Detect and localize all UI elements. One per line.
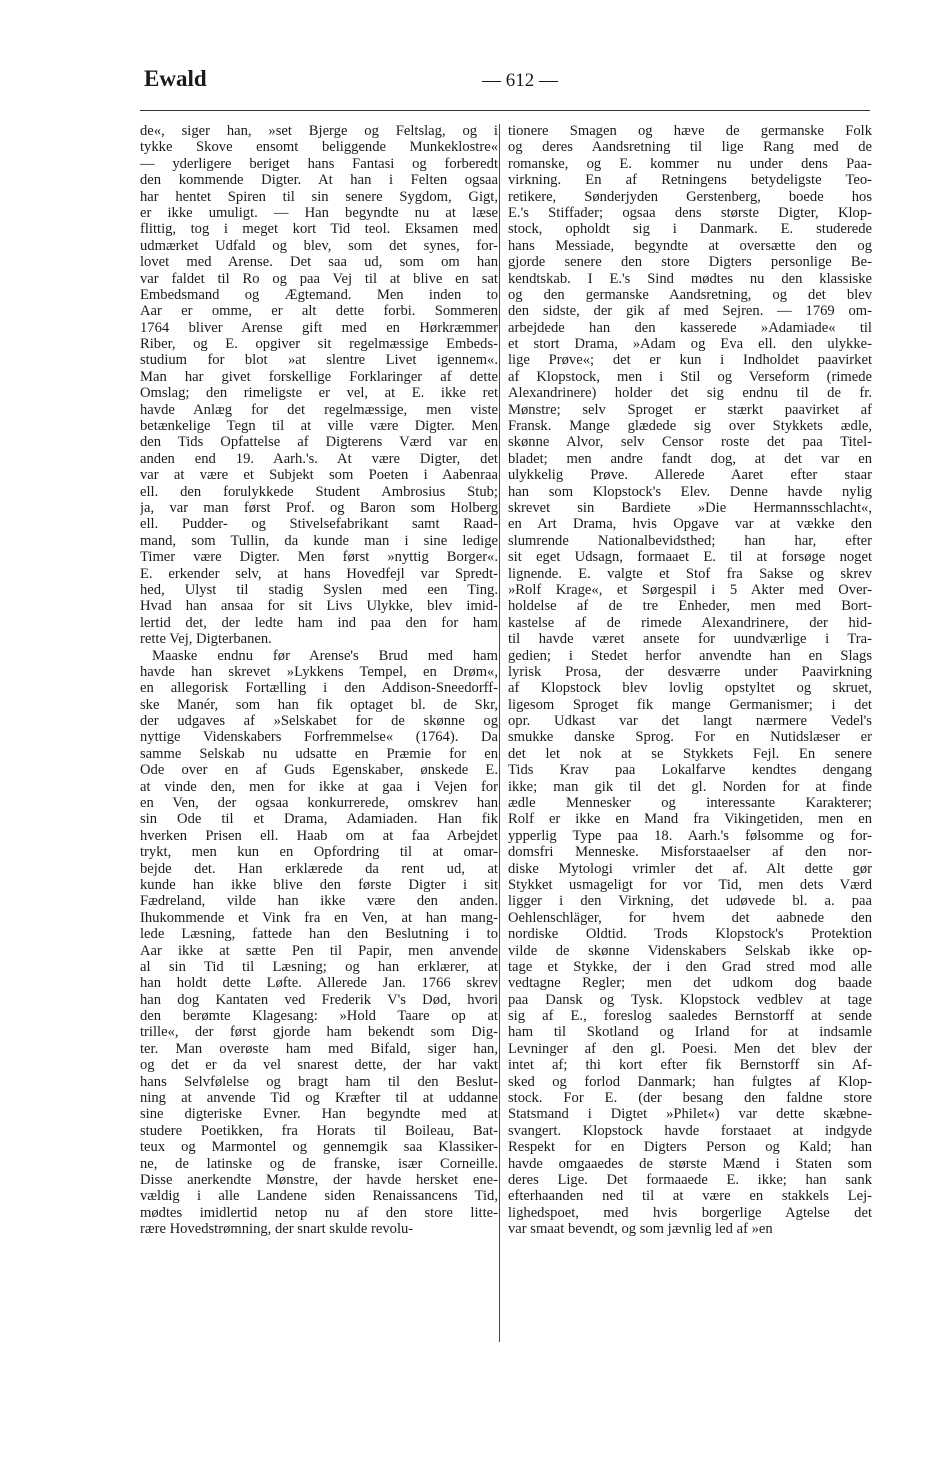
text-line: Ode over en af Guds Egenskaber, ønskede E. (140, 762, 498, 779)
text-line: vedtagne Regler; men det udkom dog baade (508, 975, 872, 992)
text-line: domsfri Menneske. Misforstaaelser af den nor- (508, 844, 872, 861)
text-line: vældig i alle Landene siden Renaissancens Tid, (140, 1188, 498, 1205)
text-line: Mønstre; selv Sproget er stærkt paavirket af (508, 401, 872, 418)
text-line: var smaat bevendt, og som jævnlig led af »en (508, 1221, 773, 1238)
text-line: lyrisk Prosa, der desværre under Paavirkning (508, 663, 872, 680)
page-header (140, 66, 870, 100)
text-line: diske Mytologi vrimler det af. Alt dette gør (508, 860, 872, 877)
text-line: — yderligere beriget hans Fantasi og forberedt (140, 155, 498, 172)
text-line: gjorde senere den store Digters personlige Be- (508, 254, 872, 271)
text-line: at vinde den, men for ikke at gaa i Vejen for (140, 778, 498, 795)
text-line: havde omgaaedes de største Mænd i Staten som (508, 1155, 872, 1172)
text-line: vilde de skønne Videnskabers Selskab ikke op- (508, 942, 872, 959)
text-line: sig af E., foreslog saaledes Bernstorff at sende (508, 1008, 872, 1025)
text-line: trykt, men kun en Opfordring til at omar- (140, 844, 498, 861)
header-rule (140, 110, 870, 111)
text-line: ikke; man gik til det gl. Norden for at finde (508, 778, 872, 795)
text-line: den sidste, der gik af med Sejren. — 1769 om- (508, 303, 872, 320)
text-line: var faldet til Ro og paa Vej til at blive en sat (140, 270, 498, 287)
text-line: bladet; men andre fandt dog, at det var en (508, 450, 872, 467)
text-line: han holdt dette Løfte. Allerede Jan. 1766 skrev (140, 975, 498, 992)
text-line: ulykkelig Prøve. Allerede Aaret efter staar (508, 467, 872, 484)
text-line: og den germanske Aandsretning, og det blev (508, 286, 872, 303)
text-line: kunde han ikke blive den første Digter i sit (140, 876, 498, 893)
text-line: tykke Skove ensomt beliggende Munkeklostre« (140, 139, 498, 156)
text-line: ne, de latinske og de franske, især Corneille. (140, 1155, 498, 1172)
running-title: Ewald (144, 66, 207, 91)
text-line: Rolf er ikke en Mand fra Vikingetiden, men en (508, 811, 872, 828)
text-line: retikere, Sønderjyden Gerstenberg, boede hos (508, 188, 872, 205)
text-line: Embedsmand og Ægtemand. Men inden to (140, 286, 498, 303)
text-line: trille«, der først gjorde ham bekendt som Dig- (140, 1024, 498, 1041)
text-line: E.'s Stiffader; ogsaa dens største Digter, Klop- (508, 204, 872, 221)
text-line: mand, som Tullin, da kunde man i sine ledige (140, 532, 498, 549)
text-line: holdelse af de tre Enheder, men med Bort- (508, 598, 872, 615)
text-line: til havde været ansete for uundværlige i Tra- (508, 631, 872, 648)
text-line: lede Læsning, fattede han den Beslutning i to (140, 926, 498, 943)
text-line: anden end 19. Aarh.'s. At være Digter, det (140, 450, 498, 467)
text-line: svangert. Klopstock havde forstaaet at indgyde (508, 1122, 872, 1139)
text-line: det let nok at se Stykkets Fejl. En senere (508, 745, 872, 762)
text-line: han som Klopstock's Elev. Denne havde nylig (508, 483, 872, 500)
text-line: flittig, tog i meget kort Tid teol. Eksamen med (140, 221, 498, 238)
text-line: ypperlig Type paa 18. Aarh.'s følsomme og for- (508, 827, 872, 844)
text-line: hans Selvfølelse og bragt ham til den Beslut- (140, 1073, 498, 1090)
text-line: Man har givet forskellige Forklaringer af dette (140, 368, 498, 385)
text-line: er ikke umuligt. — Han begyndte nu at læse (140, 204, 498, 221)
text-line: Statsmand i Digtet »Philet«) var dette skæbne- (508, 1106, 872, 1123)
text-line: ell. Pudder- og Stivelsefabrikant samt Raad- (140, 516, 498, 533)
text-line: var at være et Subjekt som Poeten i Aabenraa (140, 467, 498, 484)
text-line: havde Anlæg for det regelmæssige, men viste (140, 401, 498, 418)
text-line: ja, var man først Prof. og Baron som Holberg (140, 499, 498, 516)
text-line: rette Vej, Digterbanen. (140, 631, 272, 648)
text-line: paa Dansk og Tysk. Klopstock vedblev at tage (508, 991, 872, 1008)
text-line: deres Lige. Det formaaede E. ikke; han sank (508, 1172, 872, 1188)
text-line: Stykket usmageligt for vor Tid, men dets Værd (508, 876, 872, 893)
text-line: han dog Kantaten ved Frederik V's Død, hvori (140, 991, 498, 1008)
text-line: den Tids Opfattelse af Digterens Værd var en (140, 434, 498, 451)
text-line: virkning. En af Retningens betydeligste Teo- (508, 172, 872, 189)
text-line: hed, Ulyst til stadig Syslen med een Ting. (140, 581, 498, 598)
text-line: lige Prøve«; det er kun i Indholdet paavirket (508, 352, 872, 369)
text-line: studium for blot »at slentre Livet igennem«. (140, 352, 498, 369)
text-line: romanske, og E. kommer nu under dens Paa- (508, 155, 872, 172)
left-column (140, 123, 498, 1238)
text-line: Riber, og E. opgiver sit regelmæssige Embeds- (140, 336, 498, 353)
text-line: stock, opholdt sig i Danmark. E. studerede (508, 221, 872, 238)
text-line: skønne Alvor, selv Censor roste det paa Titel- (508, 434, 872, 451)
text-line: Levninger af den gl. Poesi. Men det blev der (508, 1040, 872, 1057)
text-line: Timer være Digter. Men først »nyttig Borger«. (140, 549, 498, 566)
text-line: smukke danske Sprog. For en Nutidslæser er (508, 729, 872, 746)
text-line: bejde det. Han erklærede da rent ud, at (140, 860, 498, 877)
text-line: arbejdede han den kasserede »Adamiade« til (508, 319, 872, 336)
text-line: ning at anvende Tid og Kræfter til at uddanne (140, 1090, 498, 1107)
column-divider (499, 124, 500, 1342)
text-line: samme Selskab nu udsatte en Præmie for en (140, 745, 498, 762)
text-line: lignende. E. valgte et Stof fra Sakse og skrev (508, 565, 872, 582)
text-line: af Klopstock blev lovlig opstyltet og skruet, (508, 680, 872, 697)
text-line: mødtes imidlertid netop nu af den store litte- (140, 1204, 498, 1221)
text-line: ligesom Sproget fik mange Germanismer; i det (508, 696, 872, 713)
text-line: ter. Man overøste ham med Bifald, siger han, (140, 1040, 498, 1057)
text-line: sit eget Udsagn, formaaet E. til at forsøge noget (508, 549, 872, 566)
text-line: en Ven, der ogsaa konkurrerede, omskrev han (140, 795, 498, 812)
right-column (508, 123, 872, 1238)
text-line: nordiske Oldtid. Trods Klopstock's Protektion (508, 926, 872, 943)
text-line: ædle Mennesker og interessante Karakterer; (508, 795, 872, 812)
text-line: Alexandrinere) holder det sig endnu til de fr. (508, 385, 872, 402)
text-line: lertid det, der ledte ham ind paa den for ham (140, 614, 498, 631)
text-line: Aar ikke at sætte Pen til Papir, men anvende (140, 942, 498, 959)
text-line: slumrende Nationalbevidsthed; han har, efter (508, 532, 872, 549)
text-line: tage et Stykke, der i den Grad stred mod alle (508, 958, 872, 975)
text-line: gedien; i Stedet herfor anvendte han en Slags (508, 647, 872, 664)
page-number: — 612 — (482, 70, 558, 91)
text-line: lighedspoet, med hvis borgerlige Agtelse det (508, 1204, 872, 1221)
text-line: lovet med Arense. Det saa ud, som om han (140, 254, 498, 271)
text-line: Fædreland, vilde han ikke være den anden. (140, 893, 498, 910)
text-line: og deres Aandsretning til lige Rang med de (508, 139, 872, 156)
text-line: Maaske endnu før Arense's Brud med ham (152, 647, 498, 664)
text-line: tionere Smagen og hæve de germanske Folk (508, 123, 872, 139)
text-line: teux og Marmontel og gennemgik saa Klassiker- (140, 1139, 498, 1156)
text-line: kastelse af de rimede Alexandrinere, der hid- (508, 614, 872, 631)
text-line: sine digteriske Evner. Han begyndte med at (140, 1106, 498, 1123)
text-line: ligger i den Virkning, det udøvede bl. a. paa (508, 893, 872, 910)
text-line: Ihukommende et Vink fra en Ven, at han mang- (140, 909, 498, 926)
text-line: kendtskab. I E.'s Sind mødtes nu den klassiske (508, 270, 872, 287)
text-line: Aar er omme, er alt dette forbi. Sommeren (140, 303, 498, 320)
text-line: har hentet Spiren til sin senere Sygdom, Gigt, (140, 188, 498, 205)
text-line: intet af; thi kort efter fik Bernstorff sin Af- (508, 1057, 872, 1074)
text-line: Oehlenschläger, for hvem det aabnede den (508, 909, 872, 926)
text-line: Omslag; den rimeligste er vel, at E. ikke ret (140, 385, 498, 402)
text-line: rære Hovedstrømning, der snart skulde revolu- (140, 1221, 414, 1238)
text-line: 1764 bliver Arense gift med en Hørkræmmer (140, 319, 498, 336)
text-line: Tids Krav paa Lokalfarve kendtes dengang (508, 762, 872, 779)
text-line: sked og forlod Danmark; han fulgtes af Klop- (508, 1073, 872, 1090)
text-line: en Art Drama, hvis Opgave var at vække den (508, 516, 872, 533)
text-line: og det er da vel snarest dette, der har vakt (140, 1057, 498, 1074)
text-line: studere Poetikken, fra Horats til Boileau, Bat- (140, 1122, 498, 1139)
text-line: »Rolf Krage«, et Sørgespil i 5 Akter med Over- (508, 581, 872, 598)
text-line: stock. For E. (der besang den faldne store (508, 1090, 872, 1107)
text-line: ske Manér, som han fik optaget bl. de Skr, (140, 696, 498, 713)
text-line: den kommende Digter. At han i Felten ogsaa (140, 172, 498, 189)
text-line: Fransk. Mange glædede sig over Stykkets ædle, (508, 418, 872, 435)
text-line: Disse anerkendte Mønstre, der havde hersket ene- (140, 1172, 498, 1188)
text-line: Respekt for en Digters Person og Kald; han (508, 1139, 872, 1156)
text-line: betænkelige Tegn til at ville være Digter. Men (140, 418, 498, 435)
text-line: udmærket Udfald og blev, som det synes, for- (140, 237, 498, 254)
text-line: et stort Drama, »Adam og Eva ell. den ulykke- (508, 336, 872, 353)
text-line: ham til Skotland og Irland for at indsamle (508, 1024, 872, 1041)
text-line: ell. den forulykkede Student Ambrosius Stub; (140, 483, 498, 500)
text-line: hverken Prisen ell. Haab om at faa Arbejdet (140, 827, 498, 844)
text-line: skrevet sin Bardiete »Die Hermannsschlacht«, (508, 499, 872, 516)
text-line: efterhaanden ned til at være en stakkels Lej- (508, 1188, 872, 1205)
text-line: hans Messiade, begyndte at oversætte den og (508, 237, 872, 254)
text-line: af Klopstock, men i Stil og Verseform (rimede (508, 368, 872, 385)
text-line: E. erkender selv, at hans Hovedfejl var Spredt- (140, 565, 498, 582)
text-line: den berømte Klagesang: »Hold Taare op at (140, 1008, 498, 1025)
text-line: de«, siger han, »set Bjerge og Feltslag, og i (140, 123, 498, 139)
text-line: en allegorisk Fortælling i den Addison-Sneedorff- (140, 680, 498, 697)
text-line: Hvad han ansaa for sit Livs Ulykke, blev imid- (140, 598, 498, 615)
text-line: al sin Tid til Læsning; og han erklærer, at (140, 958, 498, 975)
text-line: opr. Udkast var det langt nærmere Vedel's (508, 713, 872, 730)
text-line: der udgaves af »Selskabet for de skønne og (140, 713, 498, 730)
text-line: nyttige Videnskabers Forfremmelse« (1764). Da (140, 729, 498, 746)
text-line: sin Ode til et Drama, Adamiaden. Han fik (140, 811, 498, 828)
text-line: havde han skrevet »Lykkens Tempel, en Drøm«, (140, 663, 498, 680)
